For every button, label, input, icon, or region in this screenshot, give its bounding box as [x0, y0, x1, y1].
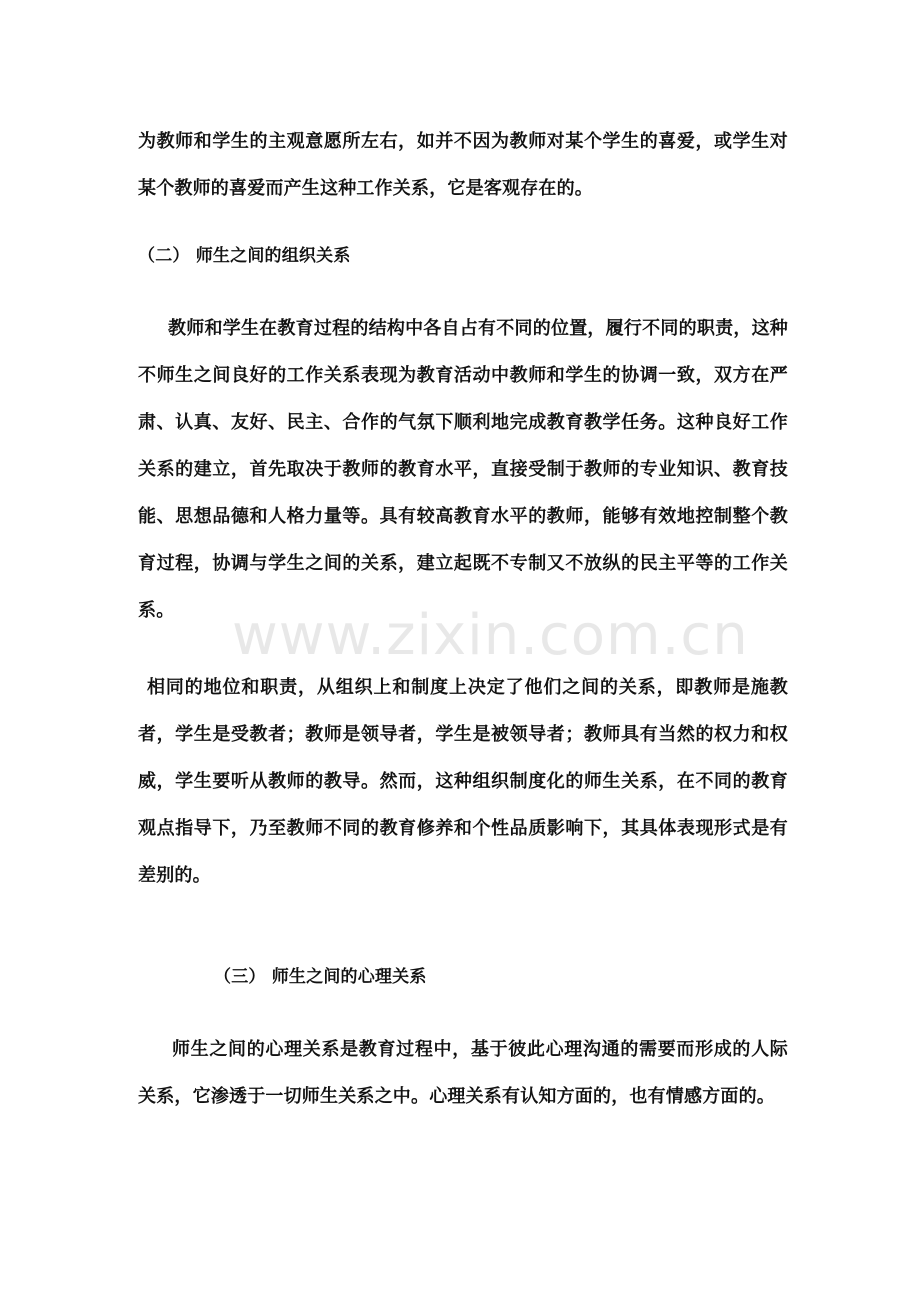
- paragraph-3: 相同的地位和职责，从组织上和制度上决定了他们之间的关系，即教师是施教者，学生是受教者；教师是领导者，学生是被领导者；教师具有当然的权力和权威，学生要听从教师的教导。然而，这种组织制度化的师生关系，在不同的教育观点指导下，乃至教师不同的教育修养和个性品质影响下，其具体表现形式是有差别的。: [138, 677, 788, 886]
- section-heading-2: （二） 师生之间的组织关系: [138, 246, 351, 266]
- section-heading-3: （三） 师生之间的心理关系: [214, 967, 427, 987]
- paragraph-2: 教师和学生在教育过程的结构中各自占有不同的位置，履行不同的职责，这种不师生之间良好的工作关系表现为教育活动中教师和学生的协调一致，双方在严肃、认真、友好、民主、合作的气氛下顺利地完成教育教学任务。这种良好工作关系的建立，首先取决于教师的教育水平，直接受制于教师的专业知识、教育技能、思想品德和人格力量等。具有较高教育水平的教师，能够有效地控制整个教育过程，协调与学生之间的关系，建立起既不专制又不放纵的民主平等的工作关系。: [138, 318, 788, 621]
- paragraph-1: 为教师和学生的主观意愿所左右，如并不因为教师对某个学生的喜爱，或学生对某个教师的喜爱而产生这种工作关系，它是客观存在的。: [138, 131, 788, 199]
- paragraph-4: 师生之间的心理关系是教育过程中，基于彼此心理沟通的需要而形成的人际关系，它渗透于一切师生关系之中。心理关系有认知方面的，也有情感方面的。: [138, 1039, 788, 1107]
- watermark-text: www.zixin.com.cn: [232, 603, 749, 668]
